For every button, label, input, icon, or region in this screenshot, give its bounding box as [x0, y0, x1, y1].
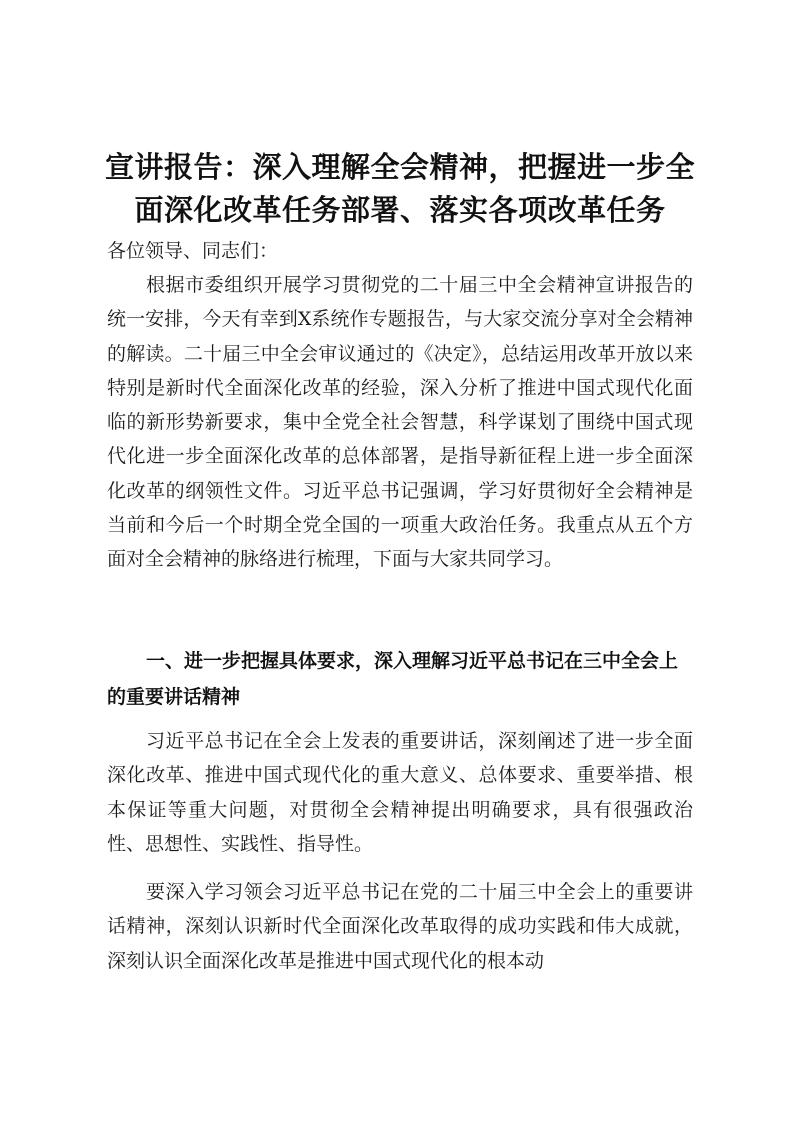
section-1-paragraph-2: 要深入学习领会习近平总书记在党的二十届三中全会上的重要讲话精神，深刻认识新时代全面深化改革取得的成功实践和伟大成就，深刻认识全面深化改革是推进中国式现代化的根本动	[107, 881, 693, 972]
section-1-paragraph-1: 习近平总书记在全会上发表的重要讲话，深刻阐述了进一步全面深化改革、推进中国式现代化的重大意义、总体要求、重要举措、根本保证等重大问题，对贯彻全会精神提出明确要求，具有很强政治性、思想性、实践性、指导性。	[107, 730, 693, 855]
salutation: 各位领导、同志们：	[107, 240, 279, 262]
intro-paragraph: 根据市委组织开展学习贯彻党的二十届三中全会精神宣讲报告的统一安排，今天有幸到X系统作专题报告，与大家交流分享对全会精神的解读。二十届三中全会审议通过的《决定》，总结运用改革开放以来特别是新时代全面深化改革的经验，深入分析了推进中国式现代化面临的新形势新要求，集中全党全社会智慧，科学谋划了围绕中国式现代化进一步全面深化改革的总体部署，是指导新征程上进一步全面深化改革的纲领性文件。习近平总书记强调，学习好贯彻好全会精神是当前和今后一个时期全党全国的一项重大政治任务。我重点从五个方面对全会精神的脉络进行梳理，下面与大家共同学习。	[107, 274, 693, 571]
document-title: 宣讲报告：深入理解全会精神，把握进一步全面深化改革任务部署、落实各项改革任务	[104, 150, 695, 227]
section-heading-1: 一、进一步把握具体要求，深入理解习近平总书记在三中全会上的重要讲话精神	[107, 650, 679, 708]
